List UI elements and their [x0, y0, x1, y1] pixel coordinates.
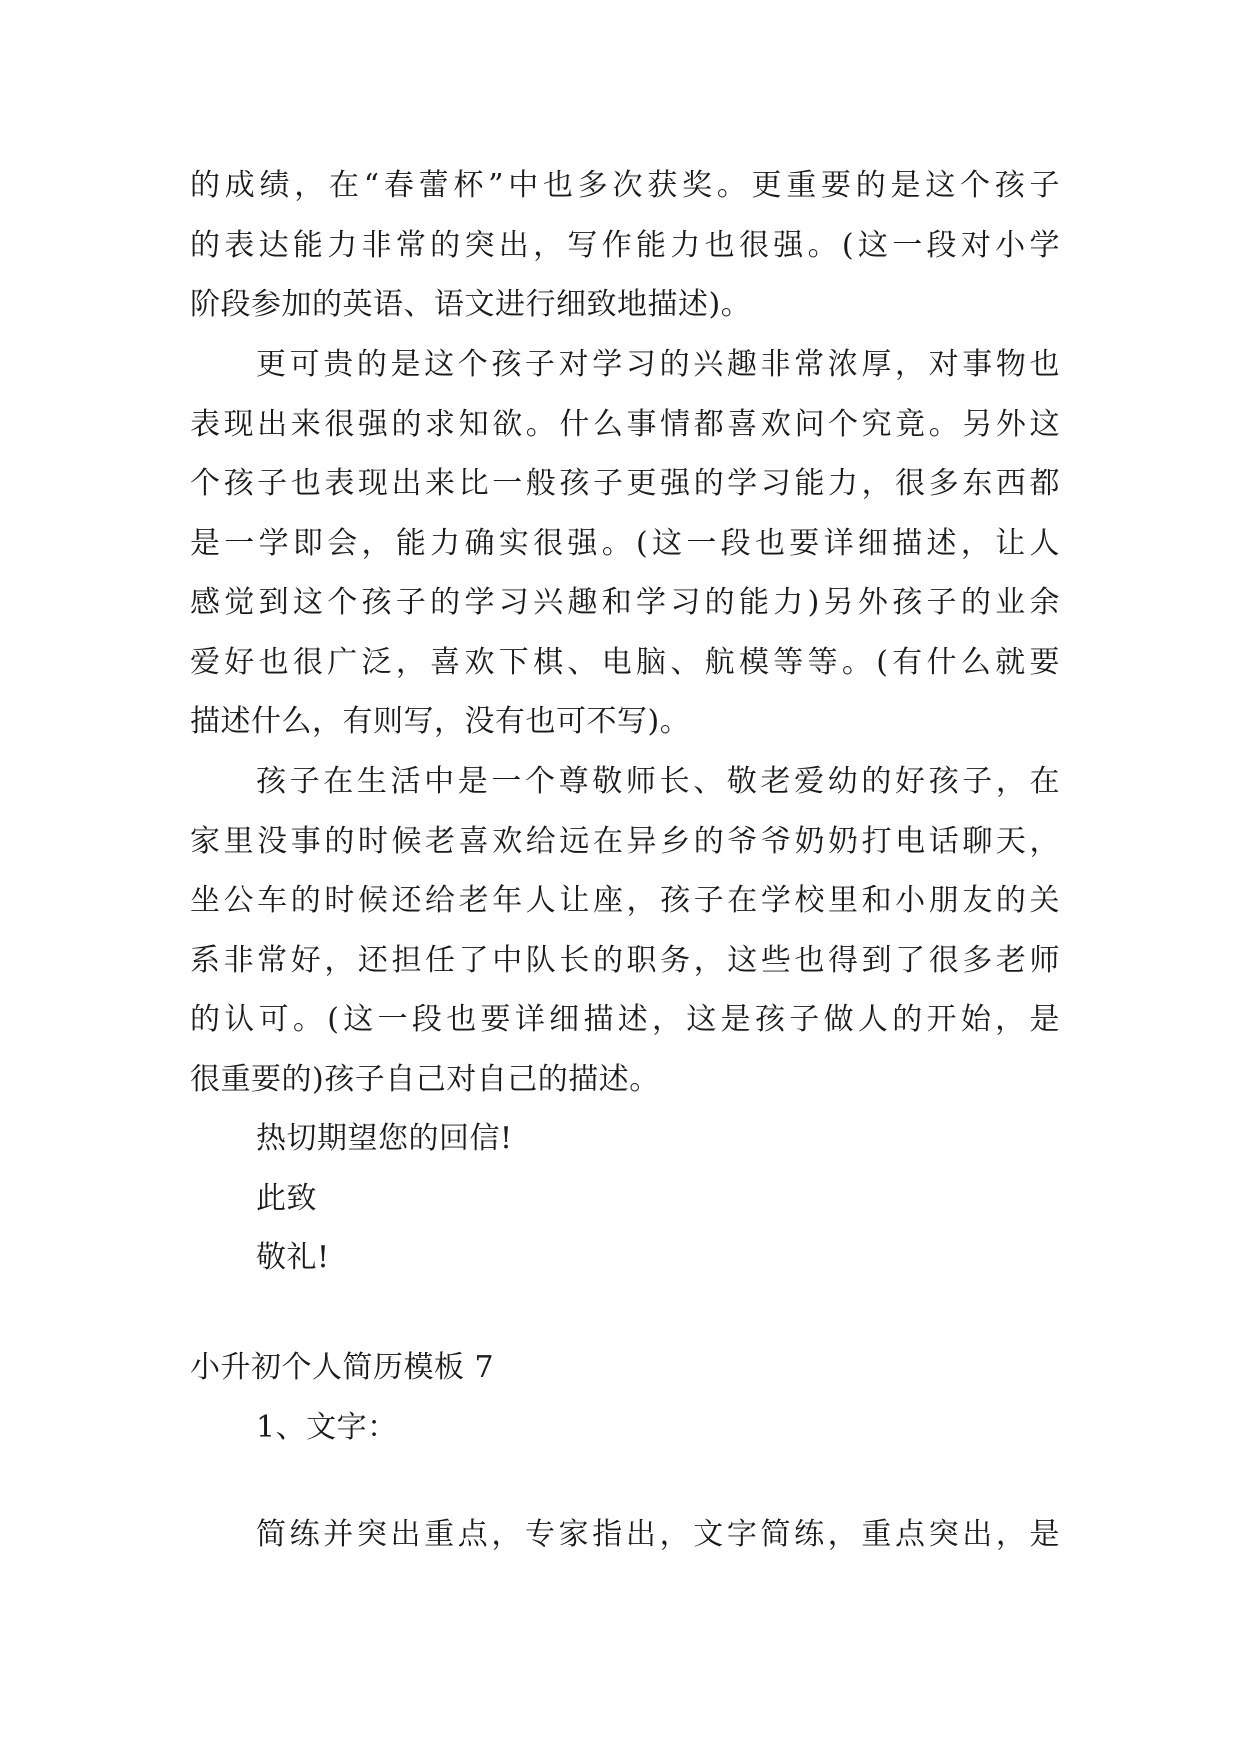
text-line: 爱好也很广泛，喜欢下棋、电脑、航模等等。(有什么就要 [190, 645, 1060, 680]
text-line: 描述什么，有则写，没有也可不写)。 [190, 704, 691, 739]
text-line: 感觉到这个孩子的学习兴趣和学习的能力)另外孩子的业余 [190, 585, 1060, 620]
sub-heading: 1、文字： [256, 1410, 398, 1445]
text-line: 个孩子也表现出来比一般孩子更强的学习能力，很多东西都 [190, 466, 1060, 501]
text-line: 系非常好，还担任了中队长的职务，这些也得到了很多老师 [190, 943, 1060, 978]
text-line: 简练并突出重点，专家指出，文字简练，重点突出，是 [256, 1517, 1060, 1552]
closing-line: 热切期望您的回信! [256, 1121, 513, 1156]
closing-line: 此致 [256, 1181, 317, 1216]
text-line: 是一学即会，能力确实很强。(这一段也要详细描述，让人 [190, 526, 1060, 561]
text-line: 阶段参加的英语、语文进行细致地描述)。 [190, 287, 752, 322]
text-line: 的成绩，在“春蕾杯”中也多次获奖。更重要的是这个孩子 [190, 168, 1060, 203]
text-line: 的表达能力非常的突出，写作能力也很强。(这一段对小学 [190, 228, 1060, 263]
text-line: 坐公车的时候还给老年人让座，孩子在学校里和小朋友的关 [190, 883, 1060, 918]
closing-line: 敬礼! [256, 1240, 330, 1275]
text-line: 的认可。(这一段也要详细描述，这是孩子做人的开始，是 [190, 1002, 1060, 1037]
text-line: 更可贵的是这个孩子对学习的兴趣非常浓厚，对事物也 [256, 347, 1060, 382]
section-heading: 小升初个人简历模板 7 [190, 1350, 495, 1385]
text-line: 孩子在生活中是一个尊敬师长、敬老爱幼的好孩子，在 [256, 764, 1060, 799]
text-line: 很重要的)孩子自己对自己的描述。 [190, 1062, 660, 1097]
text-line: 家里没事的时候老喜欢给远在异乡的爷爷奶奶打电话聊天， [190, 824, 1060, 859]
text-line: 表现出来很强的求知欲。什么事情都喜欢问个究竟。另外这 [190, 407, 1060, 442]
